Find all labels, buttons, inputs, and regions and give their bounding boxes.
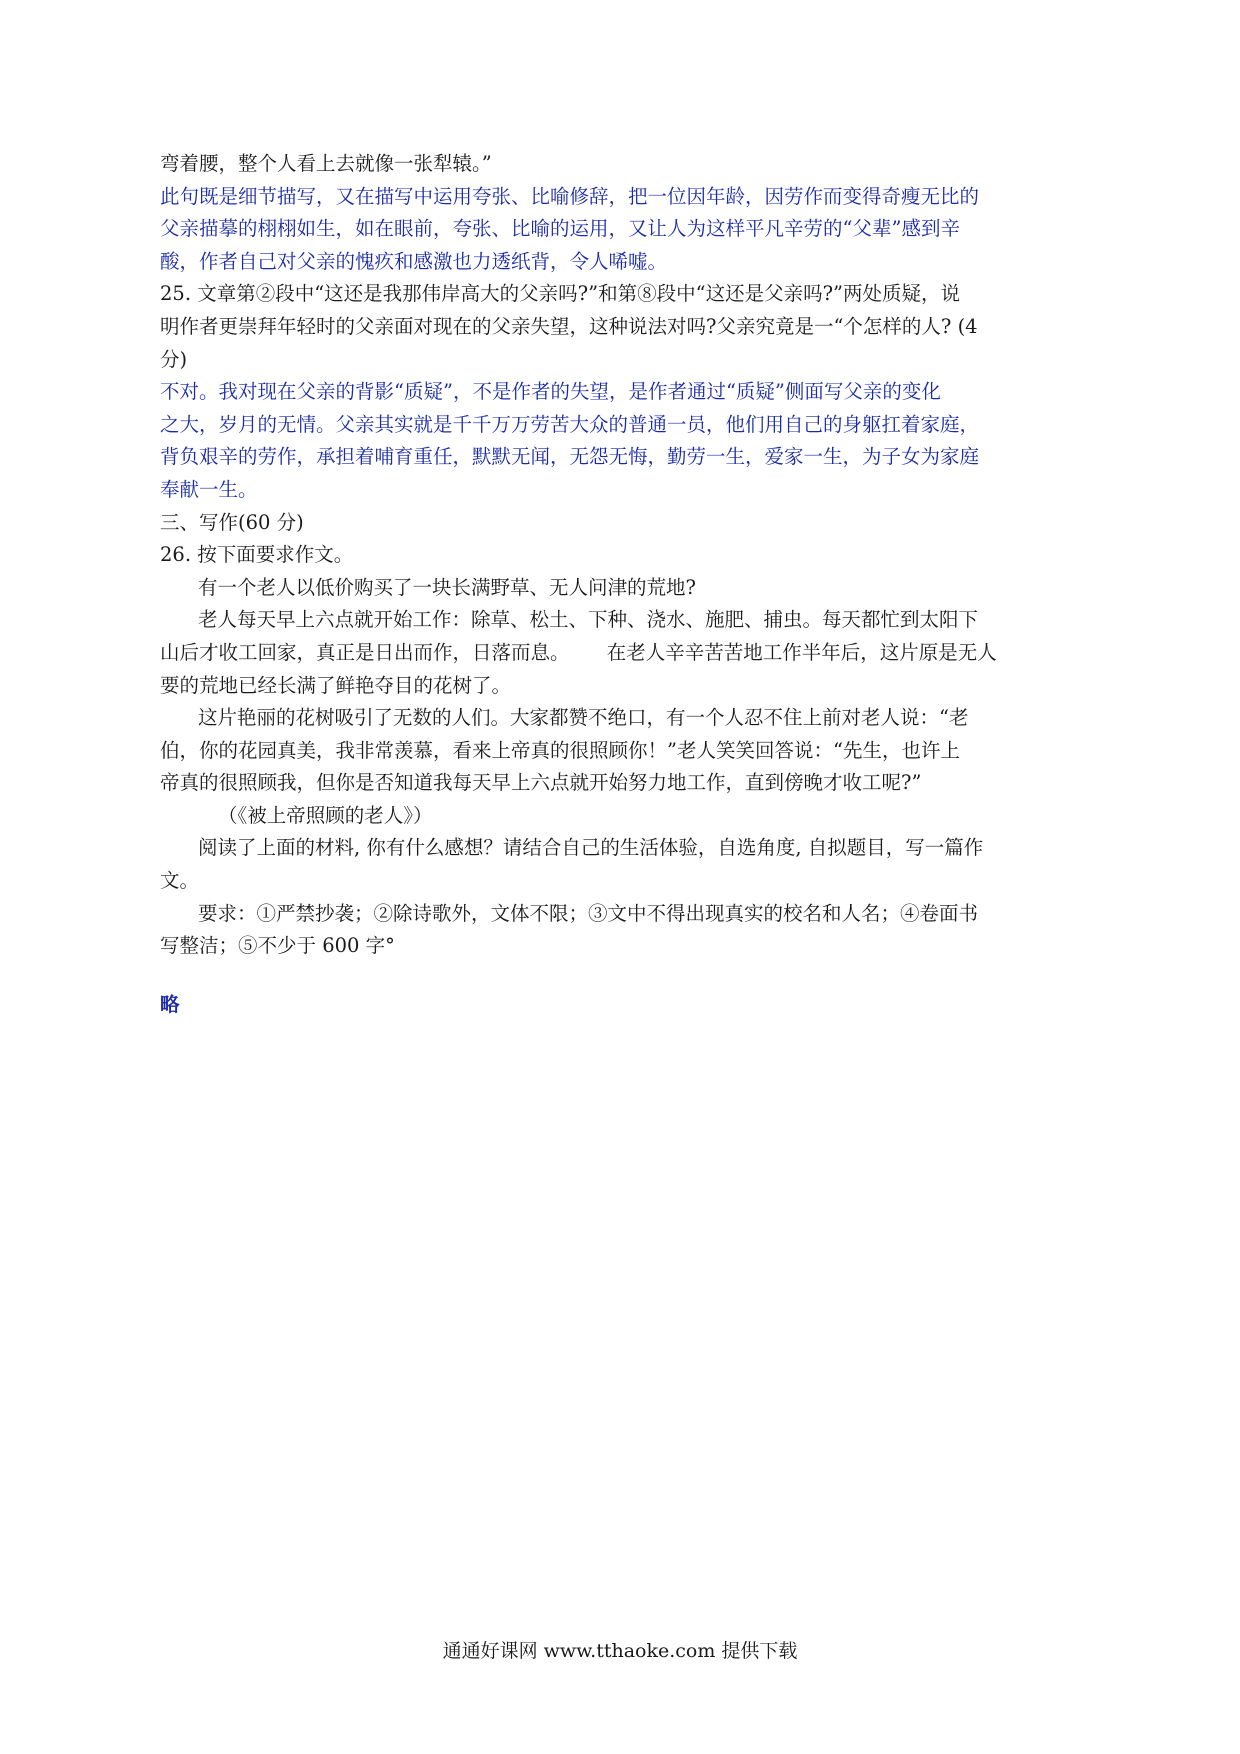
section-heading: 三、写作(60 分) — [160, 510, 304, 534]
material-line: 有一个老人以低价购买了一块长满野草、无人问津的荒地? — [198, 575, 696, 599]
material-line: 这片艳丽的花树吸引了无数的人们。大家都赞不绝口，有一个人忍不住上前对老人说：“老 — [198, 706, 969, 730]
analysis-line: 此句既是细节描写，又在描写中运用夸张、比喻修辞，把一位因年龄，因劳作而变得奇瘦无比的 — [160, 184, 980, 208]
answer-26: 略 — [160, 992, 180, 1016]
answer-25-line: 不对。我对现在父亲的背影“质疑”，不是作者的失望，是作者通过“质疑”侧面写父亲的变化 — [160, 380, 941, 404]
material-line: 帝真的很照顾我，但你是否知道我每天早上六点就开始努力地工作，直到傍晚才收工呢?” — [160, 771, 922, 795]
question-25-line: 明作者更崇拜年轻时的父亲面对现在的父亲失望，这种说法对吗?父亲究竟是一“个怎样的人? (4 — [160, 314, 978, 338]
prompt-line: 阅读了上面的材料, 你有什么感想？请结合自己的生活体验，自选角度, 自拟题目，写一篇作 — [198, 836, 984, 860]
page-footer: 通通好课网 www.tthaoke.com 提供下载 — [442, 1640, 798, 1662]
analysis-line: 父亲描摹的栩栩如生，如在眼前，夸张、比喻的运用，又让人为这样平凡辛劳的“父辈”感到辛 — [160, 217, 960, 241]
answer-25-line: 背负艰辛的劳作，承担着哺育重任，默默无闻，无怨无悔，勤劳一生，爱家一生，为子女为家庭 — [160, 445, 980, 469]
document-body — [160, 148, 1090, 1021]
prompt-line: 文。 — [160, 869, 200, 893]
analysis-line: 酸，作者自己对父亲的愧疚和感激也力透纸背，令人唏嘘。 — [160, 249, 668, 273]
material-line: 伯，你的花园真美，我非常羡慕，看来上帝真的很照顾你！”老人笑笑回答说：“先生，也许上 — [160, 738, 960, 762]
prev-answer-tail: 弯着腰，整个人看上去就像一张犁辕。” — [160, 152, 492, 175]
requirements-line: 要求：①严禁抄袭；②除诗歌外，文体不限；③文中不得出现真实的校名和人名；④卷面书 — [198, 901, 979, 925]
question-26-title: 26. 按下面要求作文。 — [160, 543, 354, 567]
material-source: （《被上帝照顾的老人》） — [218, 803, 433, 827]
material-line: 山后才收工回家，真正是日出而作，日落而息。 在老人辛辛苦苦地工作半年后，这片原是无人 — [160, 640, 997, 664]
spacer — [160, 963, 1090, 989]
material-line: 老人每天早上六点就开始工作：除草、松土、下种、浇水、施肥、捕虫。每天都忙到太阳下 — [198, 608, 979, 632]
question-25-line: 25. 文章第②段中“这还是我那伟岸高大的父亲吗?”和第⑧段中“这还是父亲吗?”两处质疑，说 — [160, 282, 960, 306]
question-25-line: 分) — [160, 347, 188, 371]
material-line: 要的荒地已经长满了鲜艳夺目的花树了。 — [160, 673, 512, 697]
answer-25-line: 之大，岁月的无情。父亲其实就是千千万万劳苦大众的普通一员，他们用自己的身躯扛着家庭， — [160, 412, 980, 436]
requirements-line: 写整洁；⑤不少于 600 字° — [160, 934, 395, 958]
answer-25-line: 奉献一生。 — [160, 477, 258, 501]
